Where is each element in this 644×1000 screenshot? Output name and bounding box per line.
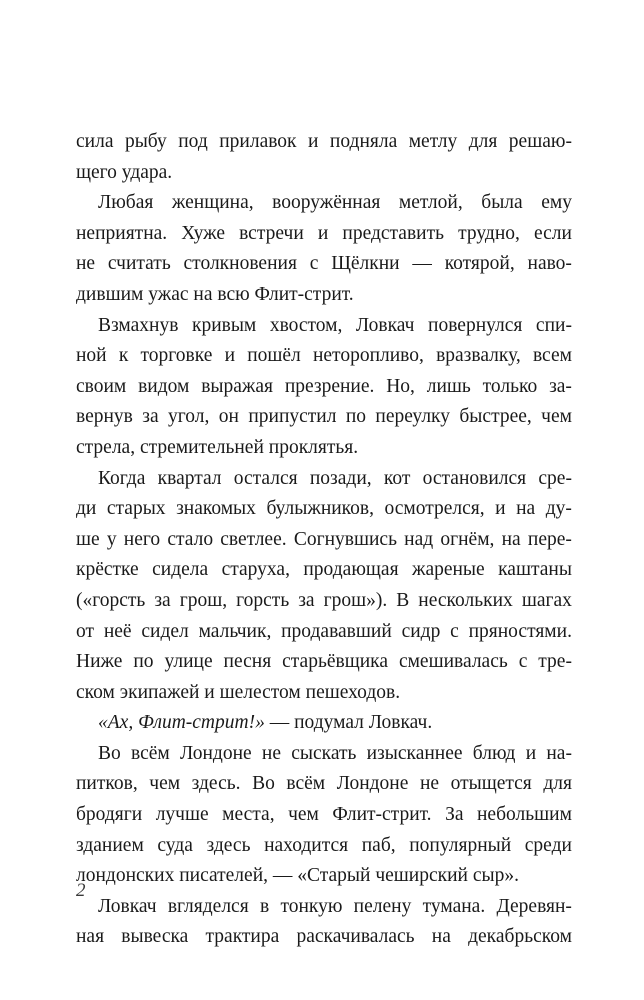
word: у: [106, 528, 117, 550]
word: вывеска: [121, 926, 189, 948]
word: остался: [233, 467, 298, 489]
word: декабрьском: [468, 926, 572, 948]
text-line: [76, 739, 572, 770]
word: выражая: [201, 375, 273, 397]
word: булыжников,: [266, 498, 375, 520]
word: чем: [288, 804, 319, 826]
text-line: [76, 800, 572, 831]
word: наво-: [527, 253, 572, 275]
word: рыбу: [124, 131, 167, 152]
word: среди: [524, 834, 572, 856]
word: огнём,: [440, 528, 495, 550]
word: метлой,: [398, 192, 463, 214]
word: для: [543, 773, 572, 795]
word: вгляделся: [167, 895, 249, 917]
word: лишь: [426, 375, 471, 397]
word: Флит-стрит.: [332, 804, 432, 826]
word: от: [76, 620, 95, 642]
word: над: [404, 528, 434, 550]
word: за: [298, 589, 315, 611]
word: За: [445, 804, 464, 826]
text-line: [76, 249, 572, 280]
word: тонкую: [280, 895, 343, 917]
text-line: [76, 494, 572, 525]
word: смешивалась: [398, 651, 508, 673]
word: вооружённая: [272, 192, 381, 214]
word: сила: [76, 131, 114, 152]
word: сыскать: [291, 742, 357, 764]
text-line: [76, 922, 572, 953]
word: повернулся: [428, 314, 523, 336]
text-line: [76, 586, 572, 617]
word: продававший: [281, 620, 392, 642]
word: котярой,: [444, 253, 515, 275]
word: ной: [76, 345, 107, 367]
word: жареные: [411, 559, 485, 581]
word: считать: [107, 253, 171, 275]
word: Щёлкни: [331, 253, 400, 275]
word: Хуже: [181, 222, 225, 244]
word: на: [516, 498, 536, 520]
word: изысканнее: [366, 742, 463, 764]
word: ди: [76, 498, 97, 520]
word: за-: [549, 375, 572, 397]
word: по: [133, 651, 154, 673]
word: популярный: [409, 834, 512, 856]
line-text: лондонских писателей, — «Старый чеширский сыр».: [76, 865, 519, 887]
word: Во: [252, 773, 275, 795]
word: и: [525, 742, 537, 764]
word: раскачивалась: [296, 926, 415, 948]
word: места,: [222, 804, 275, 826]
word: зданием: [76, 834, 144, 856]
word: («горсть: [76, 589, 146, 611]
word: блюд: [472, 742, 516, 764]
word: бродяги: [76, 804, 143, 826]
italic-quote: «Ах, Флит-стрит!»: [98, 712, 265, 734]
word: Любая: [98, 192, 154, 214]
word: знакомых: [176, 498, 256, 520]
word: шагах: [521, 589, 572, 611]
word: вернув: [76, 406, 133, 428]
word: за: [142, 406, 159, 428]
word: торговке: [140, 345, 213, 367]
word: трудно,: [458, 222, 520, 244]
text-line: [76, 402, 572, 433]
word: своим: [76, 375, 127, 397]
word: прилавок: [219, 131, 297, 152]
word: старуха,: [221, 559, 290, 581]
word: на: [501, 528, 521, 550]
word: Ловкач: [355, 314, 415, 336]
word: здесь: [206, 834, 251, 856]
text-line: [76, 158, 572, 189]
word: только: [482, 375, 538, 397]
word: неприятна.: [76, 222, 168, 244]
word: лучше: [155, 804, 209, 826]
word: мальчик,: [198, 620, 272, 642]
word: пелену: [353, 895, 412, 917]
word: под: [178, 131, 208, 152]
word: всём: [131, 742, 170, 764]
word: неторопливо,: [312, 345, 424, 367]
word: не: [419, 773, 440, 795]
word: припустил: [248, 406, 337, 428]
text-line: [76, 188, 572, 219]
word: Лондоне: [336, 773, 409, 795]
word: —: [412, 253, 432, 275]
word: Когда: [98, 467, 146, 489]
word: пошёл: [247, 345, 301, 367]
word: вразвалку,: [436, 345, 521, 367]
quote-attribution: — подумал Ловкач.: [264, 712, 433, 734]
word: переулку: [375, 406, 451, 428]
text-line: [76, 341, 572, 372]
word: осмотрелся,: [384, 498, 485, 520]
text-line: [76, 280, 572, 311]
word: Во: [98, 742, 121, 764]
word: на-: [546, 742, 572, 764]
word: Взмахнув: [98, 314, 179, 336]
word: кот: [383, 467, 411, 489]
word: он: [218, 406, 239, 428]
word: здесь.: [191, 773, 241, 795]
word: светлее.: [220, 528, 287, 550]
word: столкновения: [183, 253, 297, 275]
text-line: [76, 311, 572, 342]
word: пряностями.: [468, 620, 572, 642]
word: тумана.: [422, 895, 486, 917]
word: сидела: [152, 559, 209, 581]
word: метлу: [408, 131, 458, 152]
word: презрение.: [284, 375, 375, 397]
word: суда: [157, 834, 193, 856]
word: ная: [76, 926, 105, 948]
word: продающая: [303, 559, 399, 581]
line-text: стрела, стремительней проклятья.: [76, 436, 359, 458]
word: хвостом,: [269, 314, 343, 336]
text-line: [76, 769, 572, 800]
word: и: [308, 131, 319, 152]
text-line: [76, 708, 572, 739]
text-line: [76, 555, 572, 586]
line-text: дившим ужас на всю Флит-стрит.: [76, 283, 354, 305]
page-number: 2: [76, 880, 86, 901]
text-line: [76, 678, 572, 709]
word: представить: [342, 222, 445, 244]
word: остановился: [422, 467, 527, 489]
word: чем: [541, 406, 572, 428]
word: и: [495, 498, 506, 520]
word: нескольких: [418, 589, 513, 611]
word: улице: [164, 651, 213, 673]
text-line: [76, 617, 572, 648]
word: пере-: [527, 528, 572, 550]
word: с: [309, 253, 319, 275]
word: для: [468, 131, 498, 152]
word: ше: [76, 528, 100, 550]
word: песня: [223, 651, 272, 673]
word: сре-: [538, 467, 572, 489]
word: паб,: [361, 834, 396, 856]
text-line: [76, 647, 572, 678]
word: сидр: [401, 620, 441, 642]
word: не: [76, 253, 96, 275]
word: с: [450, 620, 459, 642]
word: крёстке: [76, 559, 139, 581]
word: Но,: [386, 375, 415, 397]
word: если: [533, 222, 572, 244]
word: в: [259, 895, 270, 917]
word: неё: [103, 620, 132, 642]
word: Согнувшись: [293, 528, 397, 550]
line-text: ском экипажей и шелестом пешеходов.: [76, 681, 401, 703]
word: ду-: [545, 498, 572, 520]
word: быстрее,: [459, 406, 532, 428]
word: ему: [541, 192, 572, 214]
text-line: [76, 372, 572, 403]
word: небольшим: [477, 804, 572, 826]
word: грош»).: [323, 589, 388, 611]
word: и: [317, 222, 329, 244]
word: всем: [532, 345, 572, 367]
page-body-text: [76, 127, 572, 953]
word: не: [261, 742, 281, 764]
word: находится: [264, 834, 349, 856]
word: чем: [149, 773, 181, 795]
word: позади,: [309, 467, 372, 489]
word: женщина,: [171, 192, 254, 214]
word: была: [481, 192, 523, 214]
word: горсть: [236, 589, 290, 611]
word: трактира: [205, 926, 280, 948]
word: решаю-: [508, 131, 572, 152]
word: с: [518, 651, 528, 673]
word: каштаны: [498, 559, 572, 581]
word: спи-: [535, 314, 572, 336]
text-line: [76, 219, 572, 250]
text-line: [76, 525, 572, 556]
line-text: щего удара.: [76, 161, 173, 183]
word: отыщется: [450, 773, 532, 795]
word: видом: [138, 375, 190, 397]
text-line: [76, 892, 572, 923]
word: за: [154, 589, 171, 611]
word: Деревян-: [496, 895, 572, 917]
word: тре-: [538, 651, 572, 673]
word: кривым: [191, 314, 257, 336]
word: В: [396, 589, 410, 611]
word: питков,: [76, 773, 138, 795]
word: угол,: [168, 406, 210, 428]
word: Ловкач: [98, 895, 157, 917]
word: встречи: [239, 222, 304, 244]
word: старых: [106, 498, 166, 520]
word: и: [224, 345, 235, 367]
word: квартал: [157, 467, 222, 489]
text-line: [76, 831, 572, 862]
word: сидел: [141, 620, 189, 642]
word: на: [431, 926, 451, 948]
word: грош,: [179, 589, 228, 611]
word: всём: [286, 773, 326, 795]
word: Лондоне: [179, 742, 252, 764]
word: к: [118, 345, 129, 367]
text-line: [76, 861, 572, 892]
text-line: [76, 127, 572, 158]
word: него: [123, 528, 161, 550]
word: старьёвщика: [282, 651, 388, 673]
text-line: [76, 433, 572, 464]
word: стало: [167, 528, 214, 550]
word: подняла: [329, 131, 398, 152]
word: по: [345, 406, 367, 428]
text-line: [76, 464, 572, 495]
word: Ниже: [76, 651, 123, 673]
